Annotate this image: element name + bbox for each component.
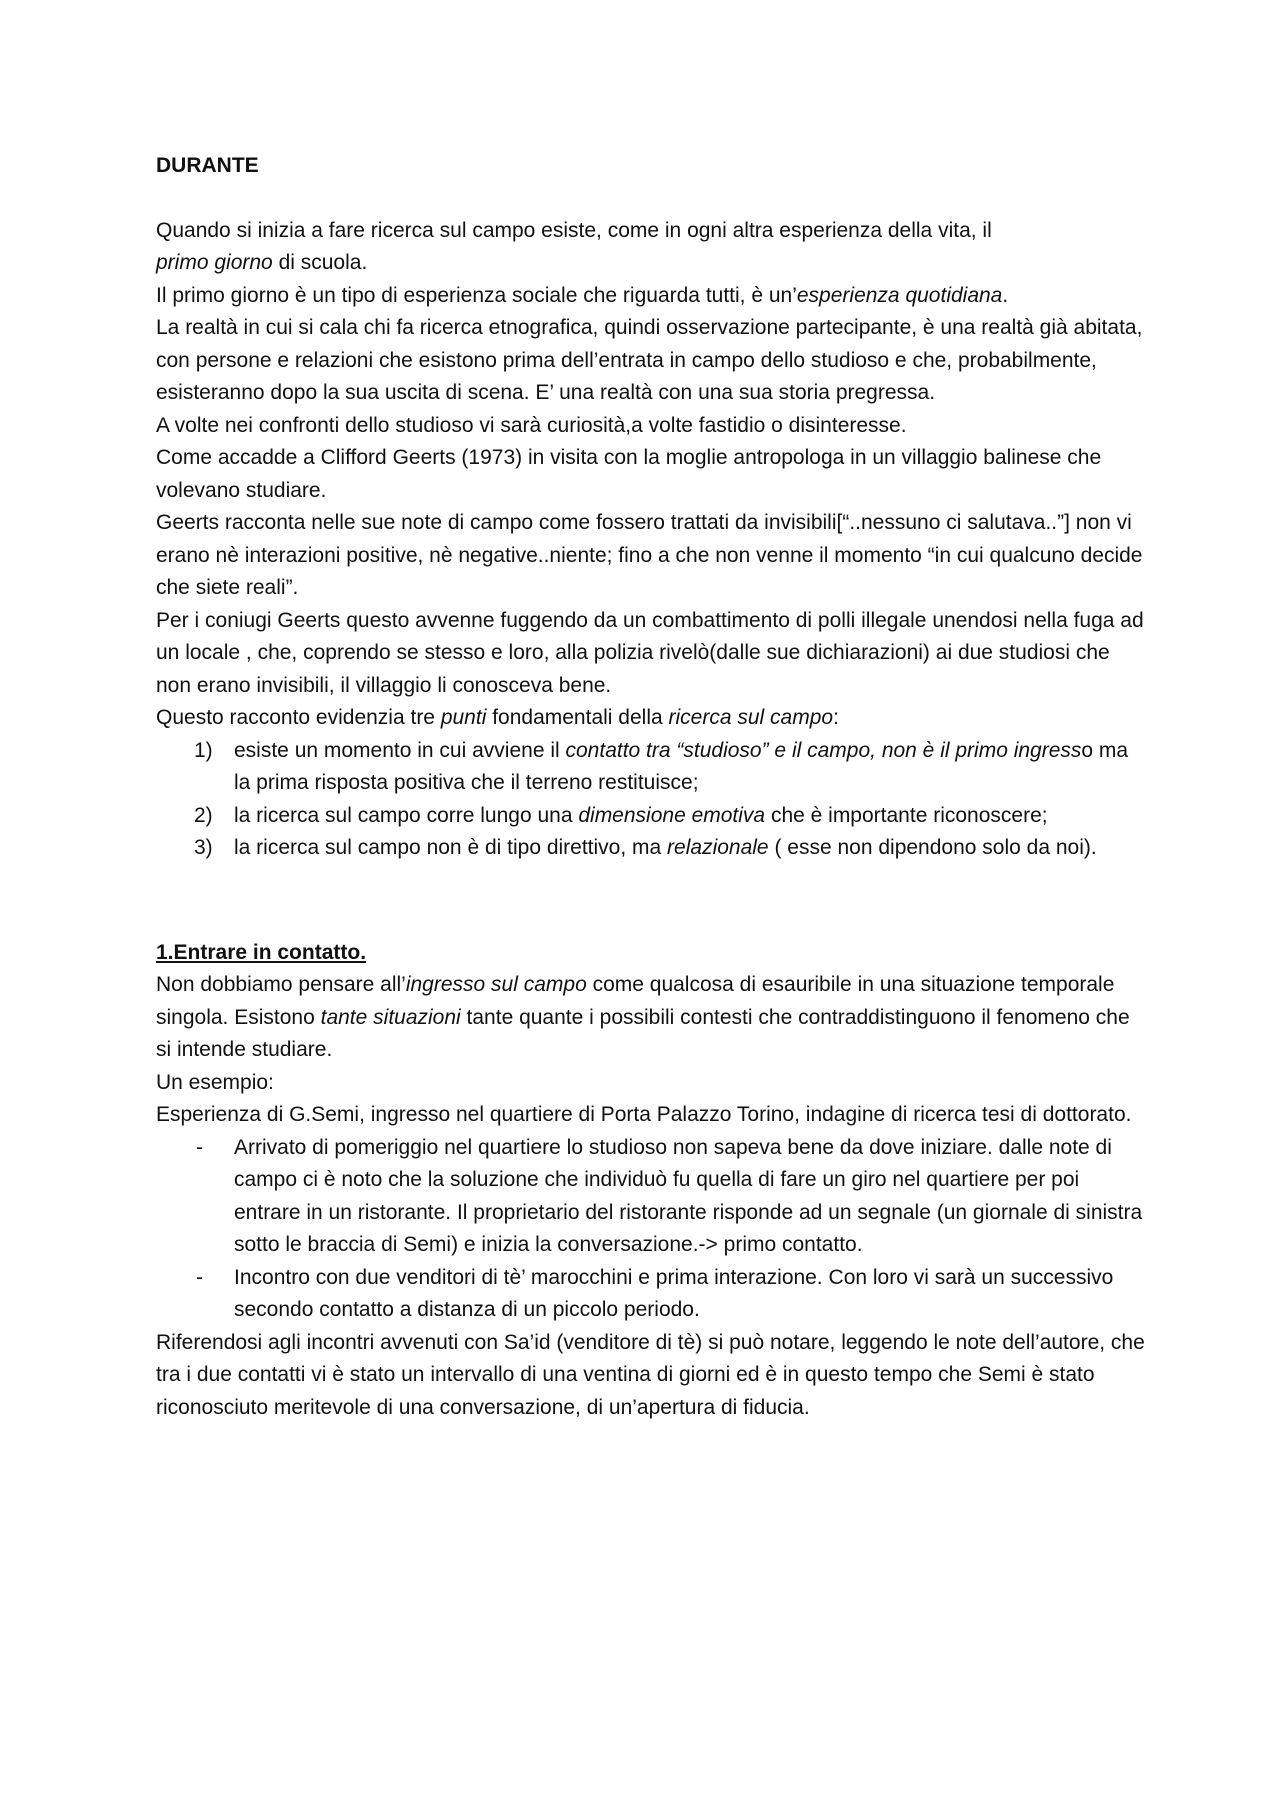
- key-points-list: [156, 735, 1146, 865]
- document-title: DURANTE: [156, 154, 259, 177]
- section-heading: 1.Entrare in contatto.: [156, 940, 367, 964]
- list-item: - Arrivato di pomeriggio nel quartiere lo studioso non sapeva bene da dove iniziare. dalle note di campo ci è noto che la soluzione che individuò fu quella di fare un giro nel quartiere per poi entrare in un ristorante. Il proprietario del ristorante risponde ad un segnale (un giornale di sinistra sotto le braccia di Semi) e inizia la conversazione.-> primo contatto.: [156, 1132, 1146, 1262]
- intro-line-1: Quando si inizia a fare ricerca sul campo esiste, come in ogni altra esperienza della vita, il: [156, 218, 992, 242]
- intro-paragraph-attitudes: A volte nei confronti dello studioso vi sarà curiosità,a volte fastidio o disinteresse.: [156, 413, 907, 437]
- list-marker: 2): [194, 803, 213, 827]
- list-item: - Incontro con due venditori di tè’ marocchini e prima interazione. Con loro vi sarà un successivo secondo contatto a distanza di un piccolo periodo.: [156, 1262, 1146, 1327]
- list-marker: 1): [194, 738, 213, 762]
- spacer: [156, 865, 1146, 937]
- section-paragraph-semi: Esperienza di G.Semi, ingresso nel quartiere di Porta Palazzo Torino, indagine di ricerca tesi di dottorato.: [156, 1103, 1132, 1126]
- list-marker: 3): [194, 836, 213, 859]
- list-marker: -: [196, 1135, 203, 1159]
- spacer: [156, 183, 1146, 215]
- list-item: 2) la ricerca sul campo corre lungo una dimensione emotiva che è importante riconoscere;: [156, 800, 1146, 833]
- section-paragraph-said: Riferendosi agli incontri avvenuti con Sa’id (venditore di tè) si può notare, leggendo le note dell’autore, che tra i due contatti vi è stato un intervallo di una ventina di giorni ed è in questo tempo che Semi è stato riconosciuto meritevole di una conversazione, di un’apertura di fiducia.: [156, 1330, 1145, 1419]
- intro-paragraph-cockfight: Per i coniugi Geerts questo avvenne fuggendo da un combattimento di polli illegale unendosi nella fuga ad un locale , che, coprendo se stesso e loro, alla polizia rivelò(dalle sue dichiarazioni) ai due studiosi che non erano invisibili, il villaggio li conosceva bene.: [156, 608, 1144, 697]
- intro-paragraph-reality: La realtà in cui si cala chi fa ricerca etnografica, quindi osservazione partecipante, è una realtà già abitata, con persone e relazioni che esistono prima dell’entrata in campo dello studioso e che, probabilmente, esisteranno dopo la sua uscita di scena. E’ una realtà con una sua storia pregressa.: [156, 316, 1143, 404]
- section-paragraph-ingresso: Non dobbiamo pensare all’ingresso sul campo come qualcosa di esauribile in una situazione temporale singola. Esistono tante situazioni tante quante i possibili contesti che contraddistinguono il fenomeno che si intende studiare.: [156, 973, 1130, 1061]
- example-bullet-list: [156, 1132, 1146, 1327]
- list-marker: -: [196, 1265, 203, 1289]
- intro-line-3: Il primo giorno è un tipo di esperienza sociale che riguarda tutti, è un’esperienza quotidiana.: [156, 283, 1009, 307]
- intro-line-2: primo giorno di scuola.: [156, 251, 368, 274]
- intro-paragraph-points: Questo racconto evidenzia tre punti fondamentali della ricerca sul campo:: [156, 706, 839, 729]
- intro-paragraph-invisible: Geerts racconta nelle sue note di campo come fossero trattati da invisibili[“..nessuno ci salutava..”] non vi erano nè interazioni positive, nè negative..niente; fino a che non venne il momento “in cui qualcuno decide che siete reali”.: [156, 511, 1143, 599]
- list-item: 3) la ricerca sul campo non è di tipo direttivo, ma relazionale ( esse non dipendono solo da noi).: [156, 832, 1146, 865]
- document-page: [156, 150, 1146, 1424]
- intro-paragraph-geerts: Come accadde a Clifford Geerts (1973) in visita con la moglie antropologa in un villaggio balinese che volevano studiare.: [156, 446, 1102, 502]
- list-item: 1) esiste un momento in cui avviene il contatto tra “studioso” e il campo, non è il primo ingresso ma la prima risposta positiva che il terreno restituisce;: [156, 735, 1146, 800]
- section-paragraph-example: Un esempio:: [156, 1070, 274, 1094]
